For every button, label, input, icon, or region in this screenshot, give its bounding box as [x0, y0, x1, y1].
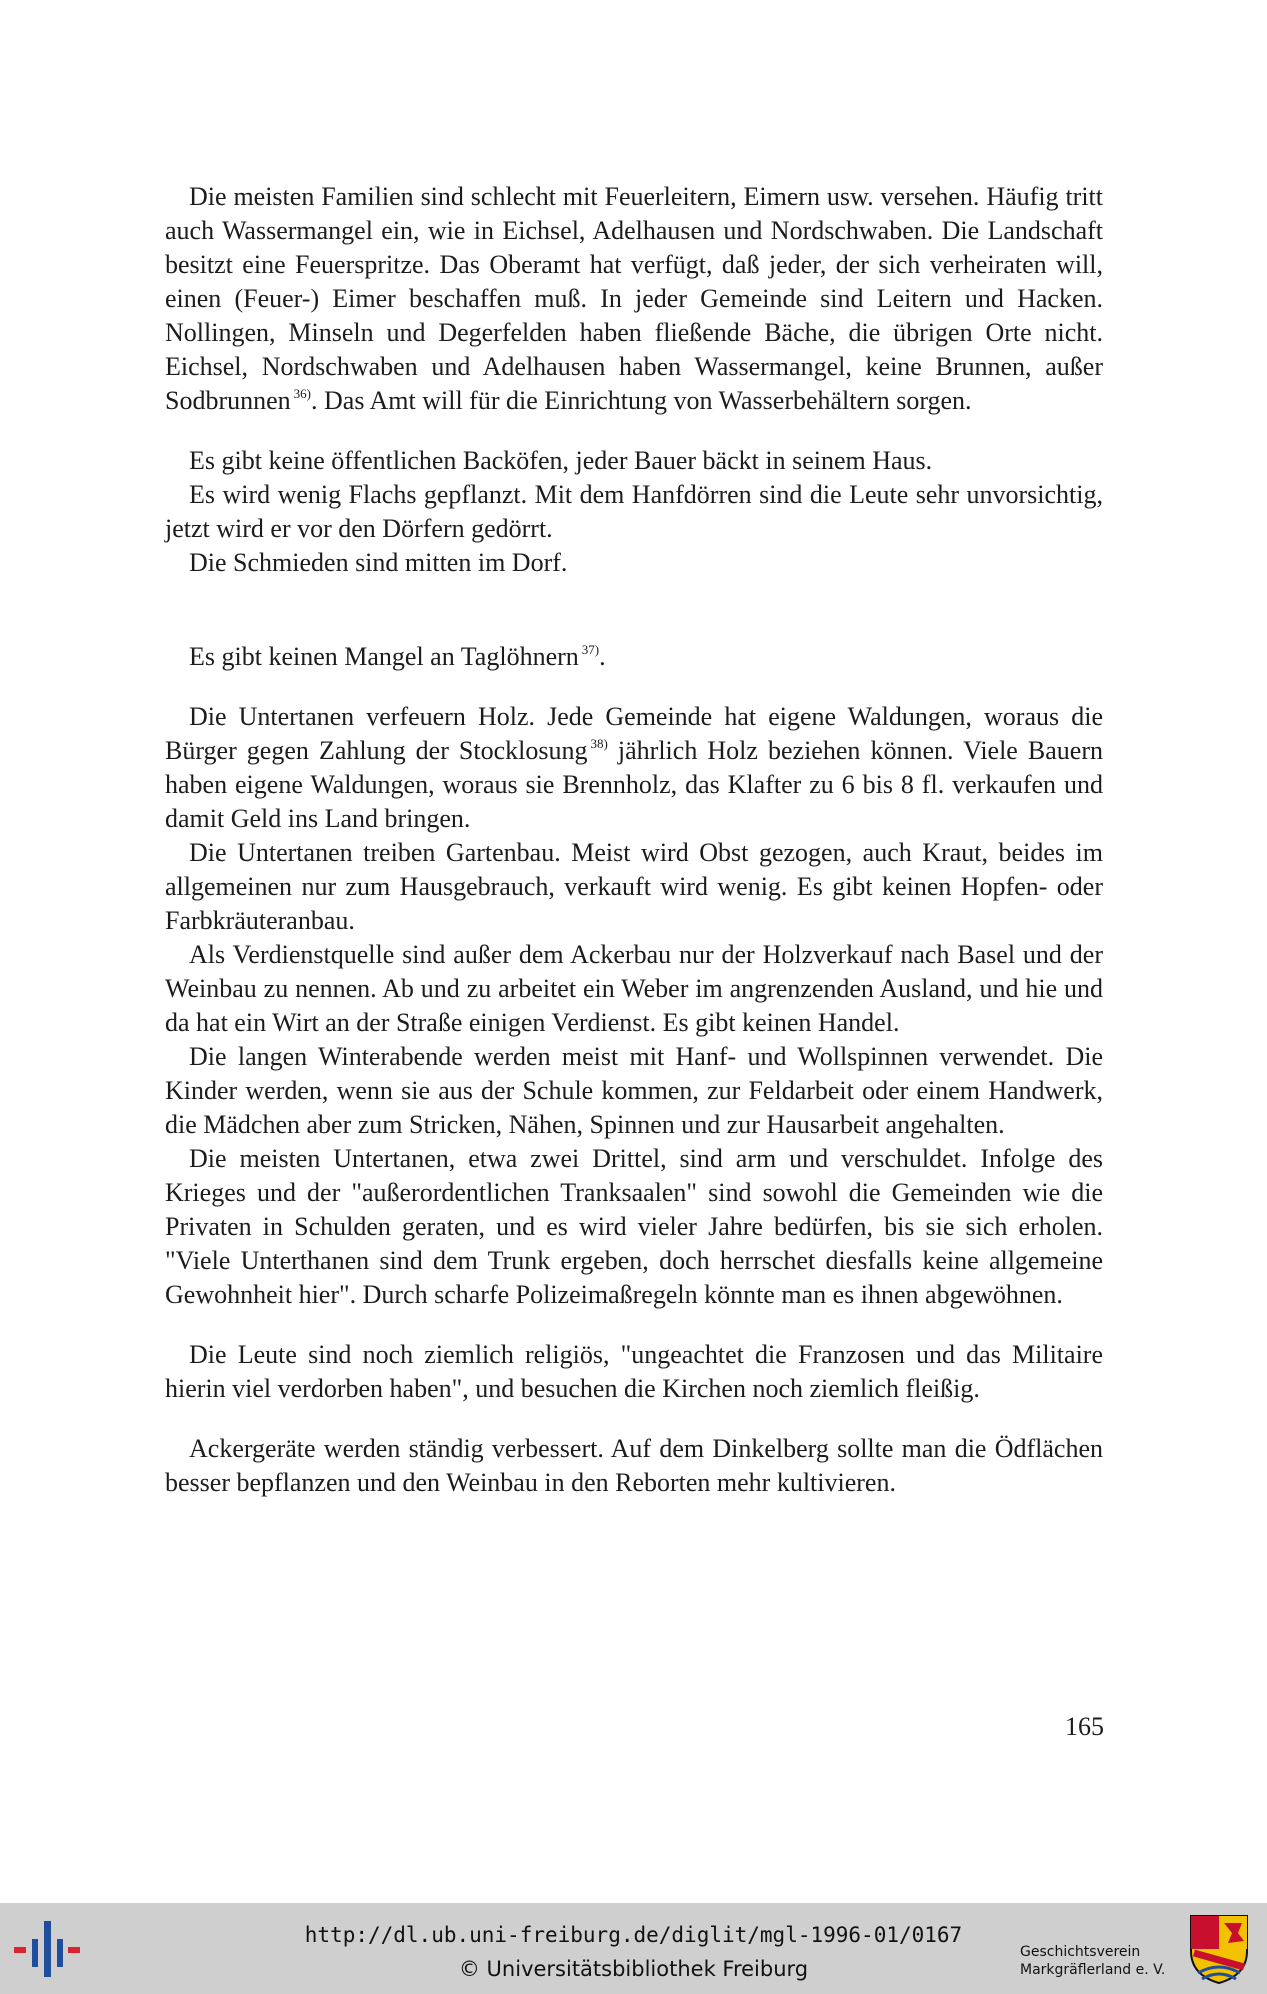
coat-of-arms-icon[interactable]: [1188, 1913, 1250, 1985]
page-number: 165: [1065, 1712, 1104, 1741]
society-line-1: Geschichtsverein: [1020, 1944, 1141, 1960]
body-text: [165, 180, 1103, 1500]
society-name[interactable]: [1020, 1943, 1185, 1979]
paragraph-poverty: Die meisten Untertanen, etwa zwei Drittel, sind arm und verschuldet. Infolge des Krieges und der "außerordentlichen Tranksaalen" sind sowohl die Gemeinden wie die Privaten in Schulden geraten, und es wird vieler Jahre bedürfen, bis sie sich erholen. "Viele Unterthanen sind dem Trunk ergeben, doch herrschet diesfalls keine allgemeine Gewohnheit hier". Durch scharfe Polizeimaßregeln könnte man es ihnen abgewöhnen.: [165, 1144, 1103, 1309]
footnote-ref-38[interactable]: 38): [590, 736, 608, 751]
paragraph-smithies: Die Schmieden sind mitten im Dorf.: [189, 548, 568, 577]
document-url-link[interactable]: http://dl.ub.uni-freiburg.de/diglit/mgl-1996-01/0167: [304, 1923, 963, 1947]
footnote-ref-37[interactable]: 37): [581, 642, 600, 657]
paragraph-wood: Die Untertanen verfeuern Holz. Jede Gemeinde hat eigene Waldungen, woraus die Bürger gegen Zahlung der Stocklosung $^{38)}$ jährlich Holz beziehen können. Viele Bauern haben eigene Waldungen, woraus sie Brennholz, das Klafter zu 6 bis 8 fl. verkaufen und damit Geld ins Land bringen.: [165, 702, 1103, 833]
paragraph-ovens: Es gibt keine öffentlichen Backöfen, jeder Bauer bäckt in seinem Haus.: [189, 446, 933, 475]
paragraph-winter-evenings: Die langen Winterabende werden meist mit Hanf- und Wollspinnen verwendet. Die Kinder werden, wenn sie aus der Schule kommen, zur Feldarbeit oder einem Handwerk, die Mädchen aber zum Stricken, Nähen, Spinnen und zur Hausarbeit angehalten.: [165, 1042, 1103, 1139]
paragraph-income: Als Verdienstquelle sind außer dem Ackerbau nur der Holzverkauf nach Basel und der Weinbau zu nennen. Ab und zu arbeitet ein Weber im angrenzenden Ausland, und hie und da hat ein Wirt an der Straße einigen Verdienst. Es gibt keinen Handel.: [165, 940, 1103, 1037]
paragraph-day-laborers: Es gibt keinen Mangel an Taglöhnern $^{37)}$.: [189, 642, 606, 671]
paragraph-flax: Es wird wenig Flachs gepflanzt. Mit dem Hanfdörren sind die Leute sehr unvorsichtig, jetzt wird er vor den Dörfern gedörrt.: [165, 480, 1103, 543]
paragraph-fire-equipment: Die meisten Familien sind schlecht mit Feuerleitern, Eimern usw. versehen. Häufig tritt auch Wassermangel ein, wie in Eichsel, Adelhausen und Nordschwaben. Die Landschaft besitzt eine Feuerspritze. Das Oberamt hat verfügt, daß jeder, der sich verheiraten will, einen (Feuer-) Eimer beschaffen muß. In jeder Gemeinde sind Leitern und Hacken. Nollingen, Minseln und Degerfelden haben fließende Bäche, die übrigen Orte nicht. Eichsel, Nordschwaben und Adelhausen haben Wassermangel, keine Brunnen, außer Sodbrunnen $^{36)}$. Das Amt will für die Einrichtung von Wasserbehältern sorgen.: [165, 182, 1103, 415]
society-line-2: Markgräflerland e. V.: [1020, 1962, 1166, 1978]
paragraph-farming-tools: Ackergeräte werden ständig verbessert. Auf dem Dinkelberg sollte man die Ödflächen besser bepflanzen und den Weinbau in den Reborten mehr kultivieren.: [165, 1434, 1103, 1497]
footer-bar: [0, 1903, 1267, 1994]
paragraph-gardening: Die Untertanen treiben Gartenbau. Meist wird Obst gezogen, auch Kraut, beides im allgemeinen nur zum Hausgebrauch, verkauft wird wenig. Es gibt keinen Hopfen- oder Farbkräuteranbau.: [165, 838, 1103, 935]
copyright-text: © Universitätsbibliothek Freiburg: [458, 1957, 809, 1981]
paragraph-religion: Die Leute sind noch ziemlich religiös, "ungeachtet die Franzosen und das Militaire hierin viel verdorben haben", und besuchen die Kirchen noch ziemlich fleißig.: [165, 1340, 1103, 1403]
footnote-ref-36[interactable]: 36): [293, 386, 312, 401]
